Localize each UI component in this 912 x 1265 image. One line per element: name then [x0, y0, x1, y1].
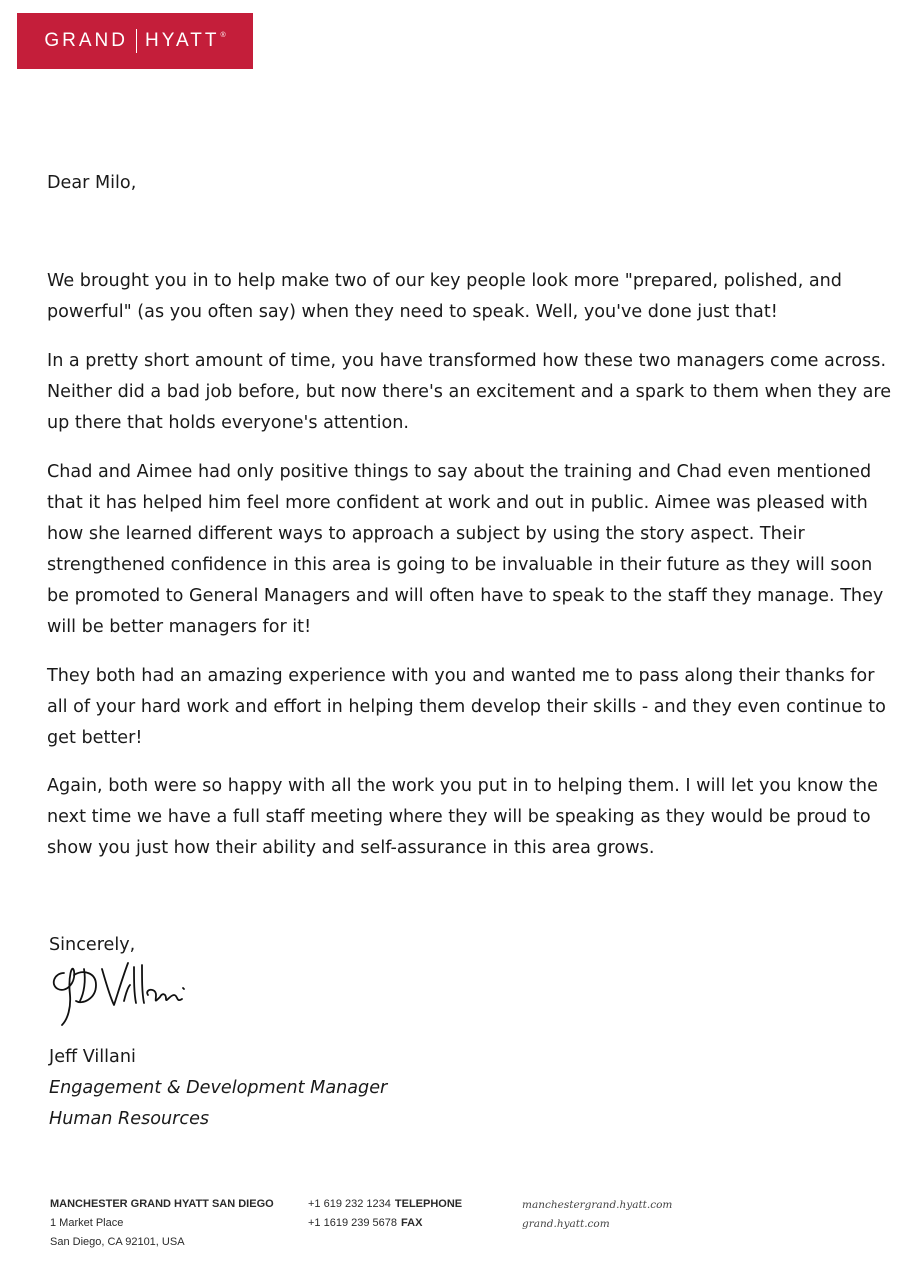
- footer-telephone-number: +1 619 232 1234: [308, 1198, 391, 1210]
- footer-telephone-row: [308, 1195, 462, 1214]
- footer-website-2: grand.hyatt.com: [522, 1218, 610, 1230]
- footer-contact-block: [308, 1195, 462, 1233]
- footer-address-line2: San Diego, CA 92101, USA: [50, 1236, 185, 1248]
- footer-hotel-name: MANCHESTER GRAND HYATT SAN DIEGO: [50, 1198, 274, 1210]
- grand-hyatt-logo: [17, 13, 253, 69]
- letter-paragraph-4: They both had an amazing experience with you and wanted me to pass along their thanks for all of your hard work and effort in helping them develop their skills - and they even continue to get better!: [47, 666, 886, 748]
- footer-websites-block: [522, 1196, 672, 1234]
- logo-text-hyatt: HYATT: [144, 30, 220, 51]
- letter-paragraph-1: We brought you in to help make two of our key people look more "prepared, polished, and powerful" (as you often say) when they need to speak. Well, you've done just that!: [47, 271, 842, 322]
- footer-telephone-label: TELEPHONE: [394, 1198, 463, 1210]
- footer-address-block: [50, 1195, 274, 1252]
- handwritten-signature: [44, 955, 194, 1030]
- logo-divider: [136, 29, 137, 53]
- letter-paragraph-2: In a pretty short amount of time, you have transformed how these two managers come across. Neither did a bad job before, but now there's an excitement and a spark to them when they are up there that holds everyone's attention.: [47, 351, 892, 433]
- signer-title: Engagement & Development Manager: [49, 1078, 388, 1098]
- signer-name: Jeff Villani: [49, 1047, 136, 1067]
- footer-fax-row: [308, 1214, 462, 1233]
- letter-paragraph-3: Chad and Aimee had only positive things to say about the training and Chad even mentioned that it has helped him feel more confident at work and out in public. Aimee was pleased with how she learned different ways to approach a subject by using the story aspect. Their strengthened confidence in this area is going to be invaluable in their future as they will soon be promoted to General Managers and will often have to speak to the staff they manage. They will be better managers for it!: [47, 462, 884, 637]
- footer-fax-label: FAX: [401, 1217, 423, 1229]
- footer-website-1: manchestergrand.hyatt.com: [522, 1199, 673, 1211]
- footer-fax-number: +1 1619 239 5678: [308, 1217, 398, 1229]
- logo-text-grand: GRAND: [44, 30, 128, 51]
- letter-paragraph-5: Again, both were so happy with all the work you put in to helping them. I will let you know the next time we have a full staff meeting where they will be speaking as they would be proud to show you just how their ability and self-assurance in this area grows.: [47, 776, 878, 858]
- footer-address-line1: 1 Market Place: [50, 1217, 124, 1229]
- logo-trademark: ®: [220, 31, 226, 39]
- signer-department: Human Resources: [49, 1109, 210, 1129]
- closing: Sincerely,: [49, 935, 136, 955]
- salutation: Dear Milo,: [47, 173, 137, 193]
